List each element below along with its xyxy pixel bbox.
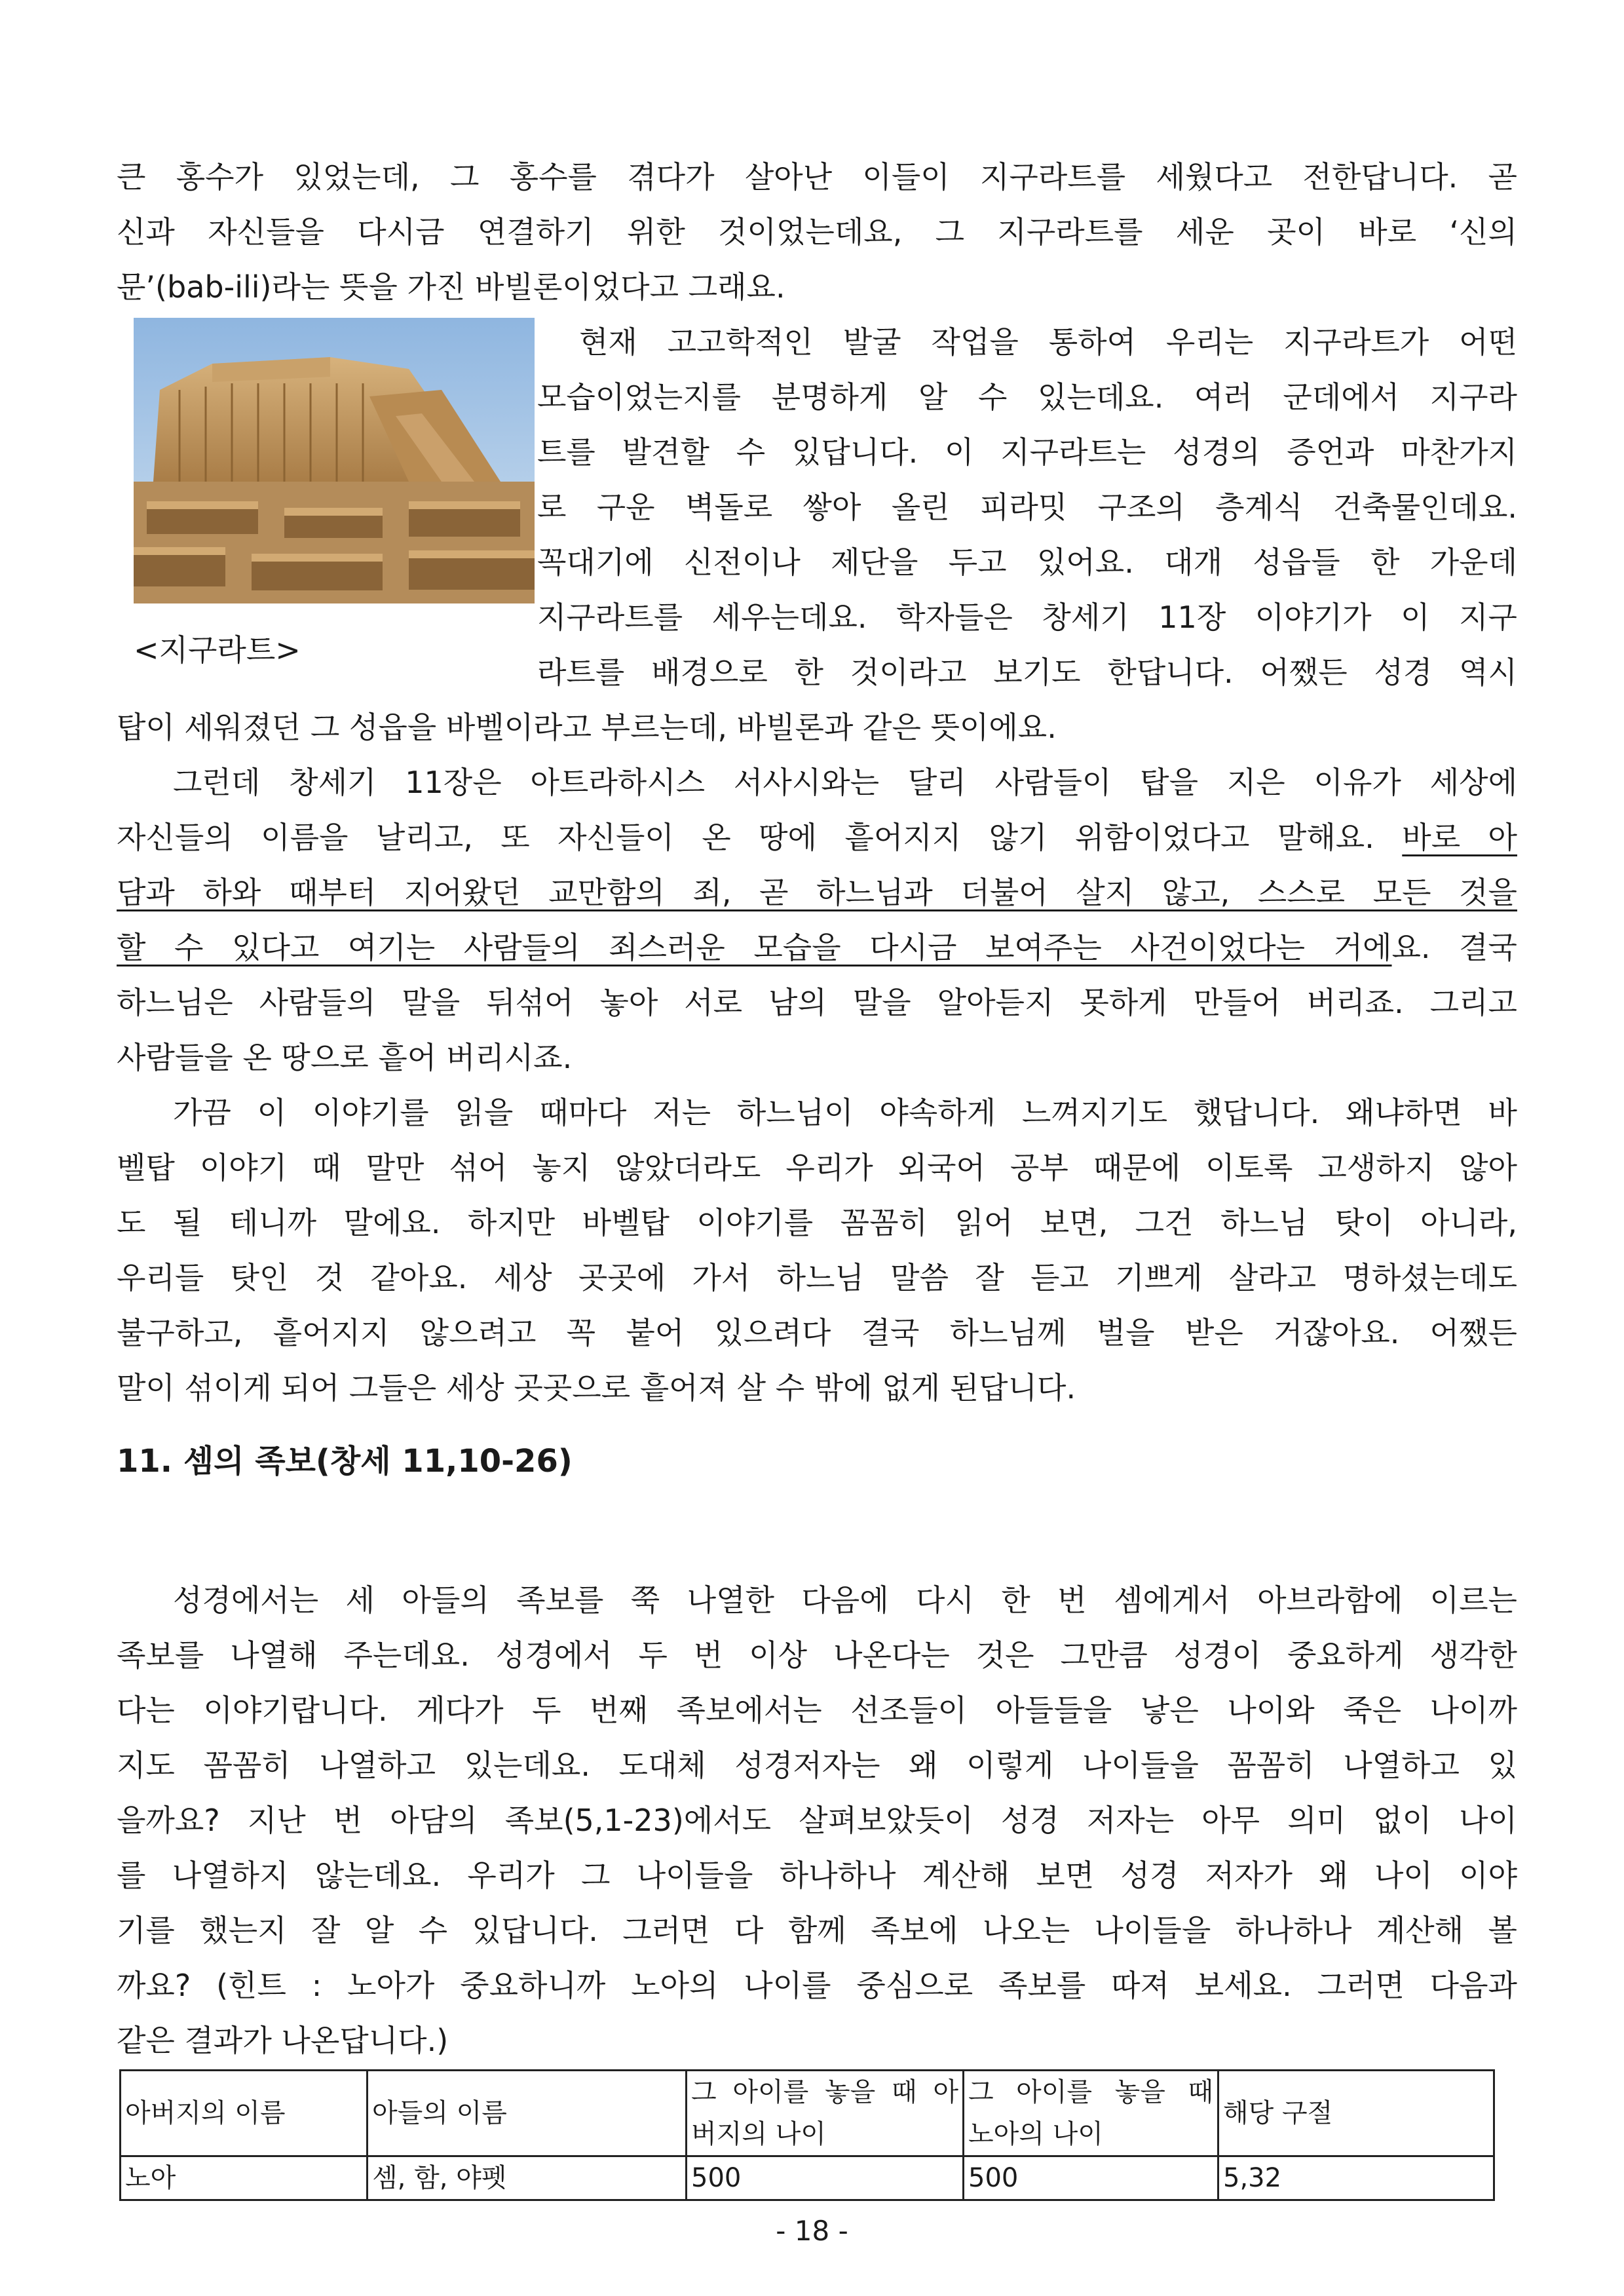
text-line: 모습이었는지를 분명하게 알 수 있는데요. 여러 군데에서 지구라 [537,379,1517,415]
text-line [117,920,1517,975]
text-line: 문’(bab-ili)라는 뜻을 가진 바빌론이었다고 그래요. [117,269,785,305]
text-line: 말이 섞이게 되어 그들은 세상 곳곳으로 흩어져 살 수 밖에 없게 된답니다. [117,1370,1076,1406]
header-text: 아들의 이름 [372,2098,507,2128]
table-header-cell [1218,2071,1494,2156]
table-header-cell [121,2071,368,2156]
text-line: 가끔 이 이야기를 읽을 때마다 저는 하느님이 야속하게 느껴지기도 했답니다. 왜냐하면 바 [173,1095,1517,1130]
underlined-text: 바로 아 [1402,820,1517,855]
header-text: 아버지의 이름 [125,2098,286,2128]
text-line: 현재 고고학적인 발굴 작업을 통하여 우리는 지구라트가 어떤 [579,324,1517,360]
table-cell: 셈, 함, 야펫 [368,2156,687,2200]
text-line: 트를 발견할 수 있답니다. 이 지구라트는 성경의 증언과 마찬가지 [537,434,1517,470]
page-number: - 18 - [776,2215,848,2247]
text-line: 큰 홍수가 있었는데, 그 홍수를 겪다가 살아난 이들이 지구라트를 세웠다고 전한답니다. 곧 [117,159,1517,195]
text-line: 벨탑 이야기 때 말만 섞어 놓지 않았더라도 우리가 외국어 공부 때문에 이토록 고생하지 않아 [117,1150,1517,1185]
underlined-text: 담과 하와 때부터 지어왔던 교만함의 죄, 곧 하느님과 더불어 살지 않고, 스스로 모든 것을 [117,875,1517,910]
text-line: 라트를 배경으로 한 것이라고 보기도 한답니다. 어쨌든 성경 역시 [537,655,1517,690]
text-line: 그런데 창세기 11장은 아트라하시스 서사시와는 달리 사람들이 탑을 지은 이유가 세상에 [173,765,1517,800]
ziggurat-photo [134,318,535,603]
text-line: 같은 결과가 나온답니다.) [117,2023,449,2058]
text-line: 불구하고, 흩어지지 않으려고 꼭 붙어 있으려다 결국 하느님께 벌을 받은 거잖아요. 어쨌든 [117,1315,1517,1350]
table-header-cell [964,2071,1218,2156]
header-text: 해당 구절 [1223,2098,1333,2128]
table-cell: 노아 [121,2156,368,2200]
paragraph-3 [117,1085,1517,1415]
text-line: 까요? (힌트 : 노아가 중요하니까 노아의 나이를 중심으로 족보를 따져 보세요. 그러면 다음과 [117,1968,1517,2003]
text-run: 자신들의 이름을 날리고, 또 자신들이 온 땅에 흩어지지 않기 위함이었다고 말해요. [117,820,1403,855]
top-paragraph [117,149,1517,315]
header-text: 버지의 나이 [691,2119,826,2149]
text-line: 지구라트를 세우는데요. 학자들은 창세기 11장 이야기가 이 지구 [537,600,1517,635]
side-paragraph [537,315,1517,700]
header-text: 그 아이를 놓을 때 아 [691,2077,958,2107]
table-cell: 500 [964,2156,1218,2200]
text-line: 도 될 테니까 말에요. 하지만 바벨탑 이야기를 꼼꼼히 읽어 보면, 그건 하느님 탓이 아니라, [117,1205,1517,1240]
paragraph-2 [117,755,1517,1085]
table-header-row [121,2071,1494,2156]
text-line [117,810,1517,865]
text-line: 지도 꼼꼼히 나열하고 있는데요. 도대체 성경저자는 왜 이렇게 나이들을 꼼꼼히 나열하고 있 [117,1748,1517,1783]
text-line: 족보를 나열해 주는데요. 성경에서 두 번 이상 나온다는 것은 그만큼 성경이 중요하게 생각한 [117,1637,1517,1673]
text-line: 꼭대기에 신전이나 제단을 두고 있어요. 대개 성읍들 한 가운데 [537,545,1517,580]
table-row [121,2156,1494,2200]
table-cell: 500 [687,2156,964,2200]
header-text: 그 아이를 놓을 때 [968,2077,1213,2107]
figure-caption: <지구라트> [134,632,301,668]
side-paragraph-continuation [117,700,1517,755]
genealogy-table [119,2069,1495,2201]
text-line: 로 구운 벽돌로 쌓아 올린 피라밋 구조의 층계식 건축물인데요. [537,489,1517,525]
table-header-cell [687,2071,964,2156]
table-header-cell [368,2071,687,2156]
text-line: 하느님은 사람들의 말을 뒤섞어 놓아 서로 남의 말을 알아듣지 못하게 만들어 버리죠. 그리고 [117,985,1517,1020]
text-line: 를 나열하지 않는데요. 우리가 그 나이들을 하나하나 계산해 보면 성경 저자가 왜 나이 이야 [117,1858,1517,1893]
text-run: 요. 결국 [1391,930,1517,965]
header-text: 노아의 나이 [968,2119,1103,2149]
text-line: 기를 했는지 잘 알 수 있답니다. 그러면 다 함께 족보에 나오는 나이들을 하나하나 계산해 볼 [117,1913,1517,1948]
underlined-text: 할 수 있다고 여기는 사람들의 죄스러운 모습을 다시금 보여주는 사건이었다는 거에 [117,930,1392,965]
text-line [117,865,1517,920]
text-line: 신과 자신들을 다시금 연결하기 위한 것이었는데요, 그 지구라트를 세운 곳이 바로 ‘신의 [117,214,1517,250]
paragraph-4 [117,1573,1517,2068]
text-line: 사람들을 온 땅으로 흩어 버리시죠. [117,1040,573,1075]
table-cell: 5,32 [1218,2156,1494,2200]
text-line: 탑이 세워졌던 그 성읍을 바벨이라고 부르는데, 바빌론과 같은 뜻이에요. [117,710,1057,745]
text-line: 우리들 탓인 것 같아요. 세상 곳곳에 가서 하느님 말씀 잘 듣고 기쁘게 살라고 명하셨는데도 [117,1260,1517,1295]
text-line: 성경에서는 세 아들의 족보를 쭉 나열한 다음에 다시 한 번 셈에게서 아브라함에 이르는 [173,1582,1517,1618]
text-line: 다는 이야기랍니다. 게다가 두 번째 족보에서는 선조들이 아들들을 낳은 나이와 죽은 나이까 [117,1693,1517,1728]
text-line: 을까요? 지난 번 아담의 족보(5,1-23)에서도 살펴보았듯이 성경 저자는 아무 의미 없이 나이 [117,1803,1517,1838]
section-heading: 11. 셈의 족보(창세 11,10-26) [117,1443,573,1480]
